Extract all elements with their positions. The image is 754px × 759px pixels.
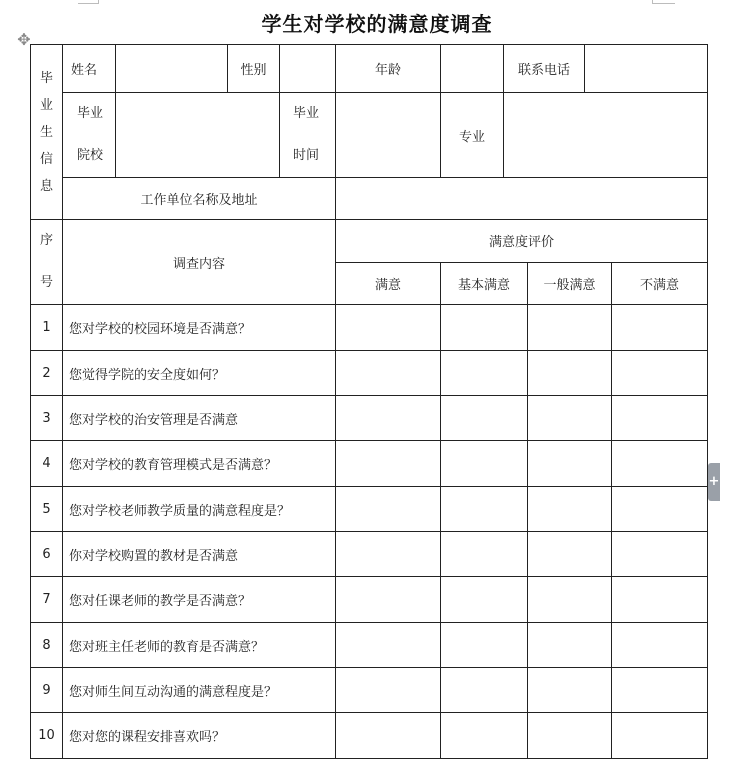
survey-header-row (31, 220, 708, 263)
question-number: 5 (31, 487, 63, 532)
rating-cell-unsatisfied[interactable] (612, 351, 708, 396)
question-text: 您对师生间互动沟通的满意程度是？ (63, 668, 336, 713)
rating-cell-basically-satisfied[interactable] (441, 351, 528, 396)
rating-cell-satisfied[interactable] (336, 396, 441, 441)
question-row (31, 577, 708, 623)
info-row-basic (31, 45, 708, 93)
rating-cell-satisfied[interactable] (336, 487, 441, 532)
question-text: 您对学校的校园环境是否满意？ (63, 305, 336, 351)
rating-cell-satisfied[interactable] (336, 577, 441, 623)
rating-cell-satisfied[interactable] (336, 668, 441, 713)
question-row (31, 668, 708, 713)
question-number: 2 (31, 351, 63, 396)
question-text: 您对任课老师的教学是否满意？ (63, 577, 336, 623)
question-row (31, 713, 708, 759)
gender-field[interactable] (280, 45, 336, 93)
rating-cell-moderately-satisfied[interactable] (528, 396, 612, 441)
school-label: 毕业 院校 (63, 93, 116, 178)
school-field[interactable] (116, 93, 280, 178)
question-number: 8 (31, 623, 63, 668)
name-field[interactable] (116, 45, 228, 93)
rating-cell-basically-satisfied[interactable] (441, 713, 528, 759)
seq-header: 序 号 (31, 220, 63, 305)
page-corner-mark-left (78, 0, 99, 4)
rating-cell-unsatisfied[interactable] (612, 396, 708, 441)
age-label: 年龄 (336, 45, 441, 93)
phone-label: 联系电话 (504, 45, 585, 93)
rating-cell-basically-satisfied[interactable] (441, 396, 528, 441)
option-satisfied-header: 满意 (336, 262, 441, 305)
rating-cell-basically-satisfied[interactable] (441, 305, 528, 351)
rating-cell-moderately-satisfied[interactable] (528, 577, 612, 623)
question-number: 9 (31, 668, 63, 713)
question-number: 3 (31, 396, 63, 441)
major-field[interactable] (504, 93, 708, 178)
rating-cell-unsatisfied[interactable] (612, 305, 708, 351)
major-label: 专业 (441, 93, 504, 178)
question-number: 4 (31, 441, 63, 487)
question-row (31, 351, 708, 396)
rating-cell-moderately-satisfied[interactable] (528, 668, 612, 713)
grad-time-label: 毕业 时间 (280, 93, 336, 178)
question-text: 您对班主任老师的教育是否满意？ (63, 623, 336, 668)
question-text: 您对学校的治安管理是否满意 (63, 396, 336, 441)
rating-cell-unsatisfied[interactable] (612, 668, 708, 713)
employer-field[interactable] (336, 178, 708, 220)
question-text: 你对学校购置的教材是否满意 (63, 532, 336, 577)
question-text: 您对学校老师教学质量的满意程度是？ (63, 487, 336, 532)
option-basically-satisfied-header: 基本满意 (441, 262, 528, 305)
option-moderately-satisfied-header: 一般满意 (528, 262, 612, 305)
table-move-handle-icon[interactable]: ✥ (17, 30, 31, 49)
question-row (31, 487, 708, 532)
rating-cell-basically-satisfied[interactable] (441, 487, 528, 532)
info-row-school (31, 93, 708, 178)
question-row (31, 305, 708, 351)
rating-cell-unsatisfied[interactable] (612, 487, 708, 532)
rating-cell-basically-satisfied[interactable] (441, 532, 528, 577)
rating-cell-satisfied[interactable] (336, 351, 441, 396)
question-row (31, 623, 708, 668)
employer-label: 工作单位名称及地址 (63, 178, 336, 220)
rating-cell-moderately-satisfied[interactable] (528, 532, 612, 577)
rating-cell-satisfied[interactable] (336, 713, 441, 759)
rating-cell-basically-satisfied[interactable] (441, 623, 528, 668)
rating-cell-moderately-satisfied[interactable] (528, 623, 612, 668)
rating-cell-moderately-satisfied[interactable] (528, 713, 612, 759)
rating-cell-satisfied[interactable] (336, 532, 441, 577)
phone-field[interactable] (585, 45, 708, 93)
question-number: 1 (31, 305, 63, 351)
rating-cell-unsatisfied[interactable] (612, 713, 708, 759)
rating-cell-unsatisfied[interactable] (612, 623, 708, 668)
age-field[interactable] (441, 45, 504, 93)
page-title: 学生对学校的满意度调查 (261, 12, 493, 36)
add-column-handle-icon[interactable]: + (708, 463, 720, 501)
rating-cell-satisfied[interactable] (336, 623, 441, 668)
rating-cell-unsatisfied[interactable] (612, 532, 708, 577)
content-header: 调查内容 (63, 220, 336, 305)
question-text: 您觉得学院的安全度如何？ (63, 351, 336, 396)
rating-cell-basically-satisfied[interactable] (441, 577, 528, 623)
rating-cell-satisfied[interactable] (336, 305, 441, 351)
rating-cell-moderately-satisfied[interactable] (528, 487, 612, 532)
rating-cell-moderately-satisfied[interactable] (528, 351, 612, 396)
rating-cell-satisfied[interactable] (336, 441, 441, 487)
name-label: 姓名 (63, 45, 116, 93)
rating-cell-moderately-satisfied[interactable] (528, 441, 612, 487)
rating-cell-basically-satisfied[interactable] (441, 668, 528, 713)
rating-cell-unsatisfied[interactable] (612, 441, 708, 487)
info-row-employer (31, 178, 708, 220)
graduate-info-section-label: 毕 业 生 信 息 (31, 45, 63, 220)
question-text: 您对学校的教育管理模式是否满意？ (63, 441, 336, 487)
rating-cell-unsatisfied[interactable] (612, 577, 708, 623)
question-number: 7 (31, 577, 63, 623)
grad-time-field[interactable] (336, 93, 441, 178)
option-unsatisfied-header: 不满意 (612, 262, 708, 305)
question-text: 您对您的课程安排喜欢吗？ (63, 713, 336, 759)
survey-table (30, 44, 708, 759)
question-row (31, 441, 708, 487)
page-corner-mark-right (652, 0, 675, 4)
rating-cell-moderately-satisfied[interactable] (528, 305, 612, 351)
rating-header: 满意度评价 (336, 220, 708, 263)
rating-cell-basically-satisfied[interactable] (441, 441, 528, 487)
question-number: 6 (31, 532, 63, 577)
gender-label: 性别 (228, 45, 280, 93)
question-row (31, 532, 708, 577)
question-row (31, 396, 708, 441)
question-number: 10 (31, 713, 63, 759)
